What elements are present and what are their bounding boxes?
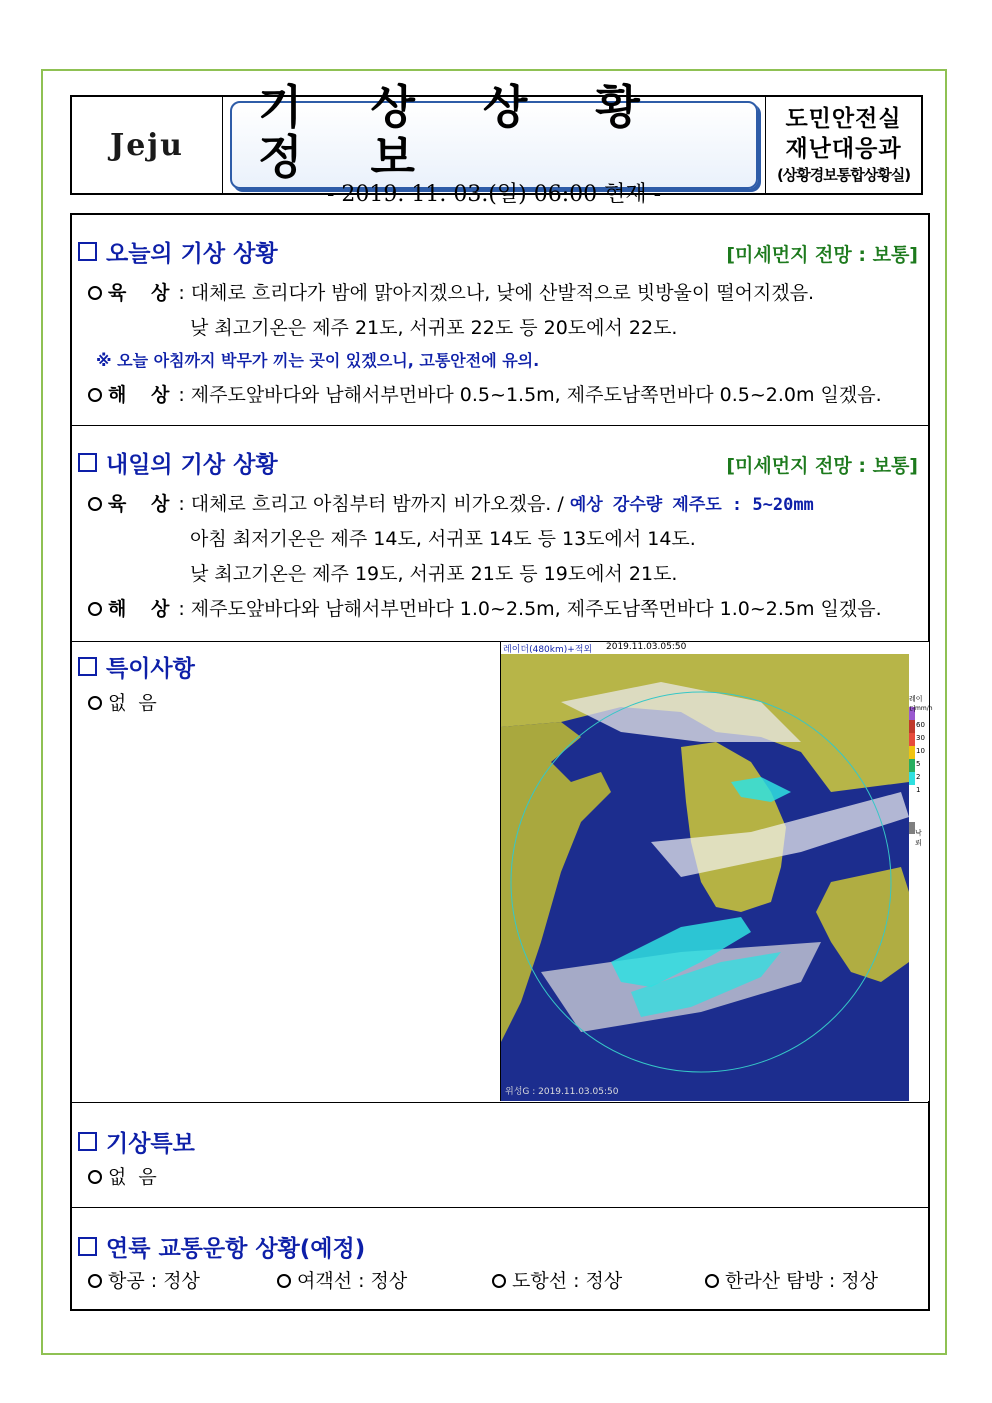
circle-bullet-icon [88, 602, 102, 616]
legend-title: 레이더 [909, 695, 923, 713]
section-warning [72, 1103, 928, 1208]
square-bullet-icon [78, 1132, 97, 1151]
circle-bullet-icon [88, 696, 102, 710]
section-title-today: 오늘의 기상 상황 [78, 235, 278, 268]
dept-line-3: (상황경보통합상황실) [776, 166, 911, 184]
legend-value: 10 [916, 747, 925, 755]
section-title-traffic: 연륙 교통운항 상황(예정) [78, 1230, 365, 1263]
tomorrow-land-line-1: 육 상: 대체로 흐리고 아침부터 밤까지 비가오겠음. / 예상 강수량 제주도 : 5~20mm [88, 489, 814, 516]
satellite-footer: 위성G : 2019.11.03.05:50 [505, 1087, 619, 1097]
square-bullet-icon [78, 1237, 97, 1256]
traffic-ferry: 여객선 : 정상 [277, 1266, 407, 1293]
page-title: 기 상 상 황 정 보 [258, 80, 666, 184]
special-value: 없 음 [88, 688, 157, 715]
legend-lightning: 낙뢰 [915, 829, 922, 847]
radar-time: 2019.11.03.05:50 [606, 642, 687, 652]
radar-map-graphic [501, 642, 929, 1101]
legend-unit: mm/h [915, 705, 933, 712]
dept-line-2: 재난대응과 [785, 136, 902, 162]
circle-bullet-icon [705, 1274, 719, 1288]
traffic-hallasan: 한라산 탐방 : 정상 [705, 1266, 878, 1293]
rain-forecast: 예상 강수량 제주도 : 5~20mm [569, 495, 814, 515]
section-title-special: 특이사항 [78, 650, 195, 683]
report-body [70, 213, 933, 1311]
section-special [72, 642, 933, 1103]
tomorrow-land-line-2: 아침 최저기온은 제주 14도, 서귀포 14도 등 13도에서 14도. [190, 528, 696, 550]
title-cell [223, 80, 765, 207]
legend-value: 2 [916, 773, 921, 781]
circle-bullet-icon [277, 1274, 291, 1288]
legend-value: 30 [916, 734, 925, 742]
warning-value: 없 음 [88, 1162, 157, 1189]
section-traffic [72, 1208, 928, 1309]
section-title-warning: 기상특보 [78, 1125, 195, 1158]
circle-bullet-icon [88, 1274, 102, 1288]
square-bullet-icon [78, 242, 97, 261]
circle-bullet-icon [88, 286, 102, 300]
document-header [70, 80, 923, 207]
section-title-tomorrow: 내일의 기상 상황 [78, 446, 278, 479]
report-date: - 2019. 11. 03.(일) 06:00 현재 - [326, 182, 662, 207]
section-tomorrow [72, 426, 928, 642]
dept-line-1: 도민안전실 [785, 106, 902, 132]
circle-bullet-icon [88, 497, 102, 511]
square-bullet-icon [78, 453, 97, 472]
dust-forecast-today: [미세먼지 전망 : 보통] [726, 244, 918, 266]
today-sea-line: 해 상: 제주도앞바다와 남해서부먼바다 0.5~1.5m, 제주도남쪽먼바다 0.5~2.0m 일겠음. [88, 380, 882, 407]
today-land-line-2: 낮 최고기온은 제주 21도, 서귀포 22도 등 20도에서 22도. [190, 317, 678, 339]
legend-value: 5 [916, 760, 921, 768]
logo-cell [72, 97, 223, 193]
dust-forecast-tomorrow: [미세먼지 전망 : 보통] [726, 455, 918, 477]
title-box [230, 80, 758, 207]
legend-value: 1 [916, 786, 921, 794]
today-note: ※ 오늘 아침까지 박무가 끼는 곳이 있겠으니, 고통안전에 유의. [96, 351, 540, 370]
legend-value: 60 [916, 721, 925, 729]
department-cell [765, 97, 921, 193]
circle-bullet-icon [492, 1274, 506, 1288]
radar-satellite-image [500, 642, 933, 1101]
traffic-air: 항공 : 정상 [88, 1266, 200, 1293]
tomorrow-sea-line: 해 상: 제주도앞바다와 남해서부먼바다 1.0~2.5m, 제주도남쪽먼바다 1.0~2.5m 일겠음. [88, 594, 882, 621]
jeju-logo: Jeju [110, 127, 184, 163]
today-land-line-1: 육 상: 대체로 흐리다가 밤에 맑아지겠으나, 낮에 산발적으로 빗방울이 떨어지겠음. [88, 278, 814, 305]
section-today [72, 215, 928, 426]
circle-bullet-icon [88, 388, 102, 402]
tomorrow-land-line-3: 낮 최고기온은 제주 19도, 서귀포 21도 등 19도에서 21도. [190, 563, 678, 585]
circle-bullet-icon [88, 1170, 102, 1184]
traffic-island-boat: 도항선 : 정상 [492, 1266, 622, 1293]
radar-header: 레이더(480km)+적외 [503, 645, 593, 655]
square-bullet-icon [78, 657, 97, 676]
